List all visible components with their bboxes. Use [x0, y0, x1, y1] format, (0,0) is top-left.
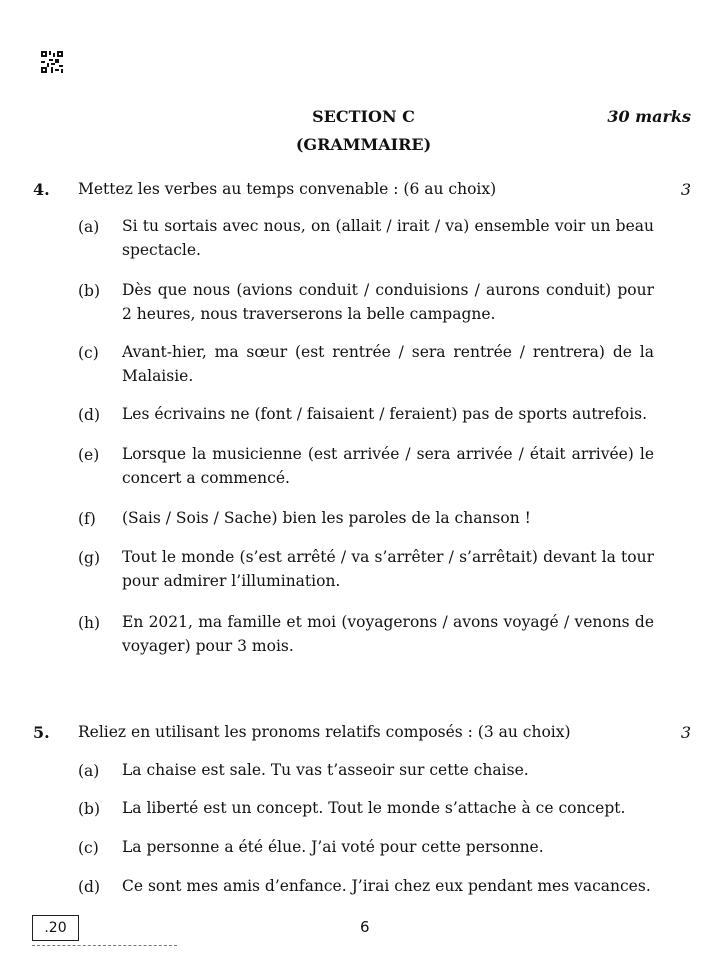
item-text: Si tu sortais avec nous, on (allait / irait / va) ensemble voir un beau spectacle. — [122, 217, 654, 259]
footer-divider — [32, 945, 177, 946]
item-text: La liberté est un concept. Tout le monde s’attache à ce concept. — [122, 799, 626, 817]
item-label: (f) — [78, 510, 96, 528]
item-text: La chaise est sale. Tu vas t’asseoir sur cette chaise. — [122, 761, 529, 779]
item-label: (e) — [78, 446, 100, 464]
item-text: Tout le monde (s’est arrêté / va s’arrêter / s’arrêtait) devant la tour pour admirer l’illumination. — [122, 548, 654, 590]
item-label: (d) — [78, 406, 101, 424]
question-prompt-5: Reliez en utilisant les pronoms relatifs composés : (3 au choix) — [78, 723, 571, 741]
question-marks-4: 3 — [680, 180, 691, 199]
item-label: (h) — [78, 614, 101, 632]
question-number-5: 5. — [33, 723, 50, 742]
section-title: SECTION C — [312, 107, 415, 126]
item-text: Dès que nous (avions conduit / conduisions / aurons conduit) pour 2 heures, nous traverserons la belle campagne. — [122, 281, 654, 323]
item-label: (c) — [78, 839, 99, 857]
item-text: Avant-hier, ma sœur (est rentrée / sera rentrée / rentrera) de la Malaisie. — [122, 343, 654, 385]
exam-code-box: .20 — [32, 915, 79, 941]
item-text: (Sais / Sois / Sache) bien les paroles de la chanson ! — [122, 509, 531, 527]
question-number-4: 4. — [33, 180, 50, 199]
section-subtitle: (GRAMMAIRE) — [295, 135, 432, 154]
item-label: (b) — [78, 800, 101, 818]
page-number: 6 — [360, 918, 370, 936]
item-label: (d) — [78, 878, 101, 896]
item-text: Ce sont mes amis d’enfance. J’irai chez eux pendant mes vacances. — [122, 877, 651, 895]
qr-code-icon — [41, 51, 63, 73]
item-label: (g) — [78, 549, 101, 567]
item-label: (a) — [78, 762, 100, 780]
item-text: Lorsque la musicienne (est arrivée / sera arrivée / était arrivée) le concert a commencé. — [122, 445, 654, 487]
item-label: (a) — [78, 218, 100, 236]
item-text: Les écrivains ne (font / faisaient / feraient) pas de sports autrefois. — [122, 405, 648, 423]
question-prompt-4: Mettez les verbes au temps convenable : (6 au choix) — [78, 180, 497, 198]
item-text: La personne a été élue. J’ai voté pour cette personne. — [122, 838, 544, 856]
item-text: En 2021, ma famille et moi (voyagerons / avons voyagé / venons de voyager) pour 3 mois. — [122, 613, 654, 655]
question-marks-5: 3 — [680, 723, 691, 742]
item-label: (c) — [78, 344, 99, 362]
section-marks: 30 marks — [607, 107, 691, 126]
item-label: (b) — [78, 282, 101, 300]
